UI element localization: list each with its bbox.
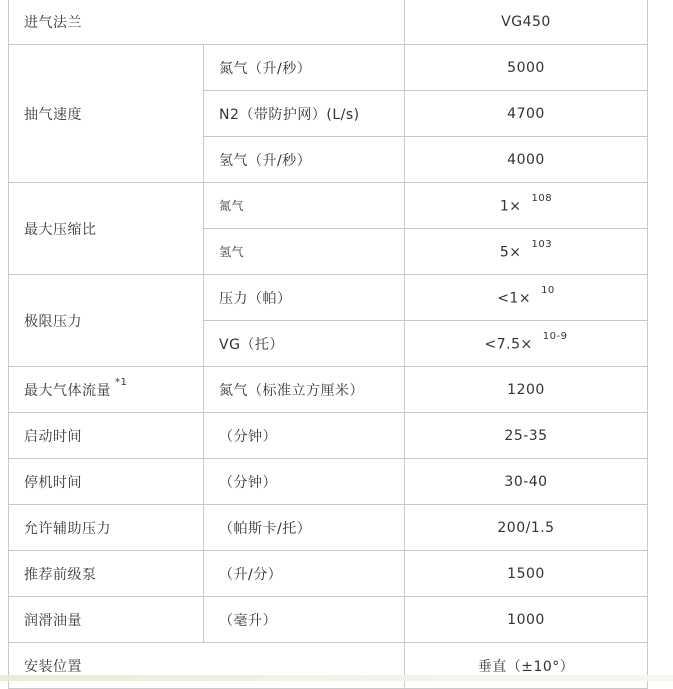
table-row [9, 551, 648, 597]
row-sublabel: N2（带防护网）(L/s) [204, 91, 405, 137]
table-row [9, 45, 648, 91]
table-row [9, 459, 648, 505]
row-label [9, 367, 204, 413]
row-label: 启动时间 [9, 413, 204, 459]
value-exponent: 103 [531, 238, 553, 250]
table-row [9, 643, 648, 689]
table-row [9, 0, 648, 45]
row-sublabel: （升/分） [204, 551, 405, 597]
row-value: 25-35 [405, 413, 648, 459]
row-value: VG450 [405, 0, 648, 45]
row-label-text: 最大气体流量 [24, 382, 111, 399]
row-label: 进气法兰 [9, 0, 405, 45]
value-exponent: 10 [541, 284, 555, 296]
table-row [9, 413, 648, 459]
table-row [9, 597, 648, 643]
value-text: 1× [499, 198, 522, 215]
row-label: 润滑油量 [9, 597, 204, 643]
value-exponent: 10-9 [542, 330, 568, 342]
value-text: <1× [497, 290, 532, 307]
value-text: 5× [499, 244, 522, 261]
row-sublabel: 氢气 [204, 229, 405, 275]
row-label: 推荐前级泵 [9, 551, 204, 597]
row-value [405, 321, 648, 367]
row-sublabel: （帕斯卡/托） [204, 505, 405, 551]
row-label: 极限压力 [9, 275, 204, 367]
row-sublabel: 压力（帕） [204, 275, 405, 321]
row-value [405, 183, 648, 229]
row-value: 4700 [405, 91, 648, 137]
row-sublabel: 氮气（标准立方厘米） [204, 367, 405, 413]
table-row [9, 505, 648, 551]
row-sublabel: （分钟） [204, 459, 405, 505]
row-value: 1500 [405, 551, 648, 597]
footnote-marker: *1 [115, 376, 128, 388]
row-value: 垂直（±10°） [405, 643, 648, 689]
row-value: 5000 [405, 45, 648, 91]
row-value: 30-40 [405, 459, 648, 505]
row-label: 安装位置 [9, 643, 405, 689]
row-value: 200/1.5 [405, 505, 648, 551]
row-sublabel: （分钟） [204, 413, 405, 459]
value-exponent: 108 [531, 192, 553, 204]
row-sublabel: 氮气 [204, 183, 405, 229]
row-label: 停机时间 [9, 459, 204, 505]
row-value [405, 275, 648, 321]
row-label: 允许辅助压力 [9, 505, 204, 551]
row-value: 4000 [405, 137, 648, 183]
row-value: 1000 [405, 597, 648, 643]
row-sublabel: 氢气（升/秒） [204, 137, 405, 183]
spec-table [8, 0, 648, 689]
row-sublabel: （毫升） [204, 597, 405, 643]
row-label: 抽气速度 [9, 45, 204, 183]
table-row [9, 275, 648, 321]
row-sublabel: VG（托） [204, 321, 405, 367]
page-bottom-edge [0, 675, 673, 681]
table-row [9, 183, 648, 229]
row-value: 1200 [405, 367, 648, 413]
row-sublabel: 氮气（升/秒） [204, 45, 405, 91]
row-value [405, 229, 648, 275]
value-text: <7.5× [484, 336, 533, 353]
table-row [9, 367, 648, 413]
row-label: 最大压缩比 [9, 183, 204, 275]
